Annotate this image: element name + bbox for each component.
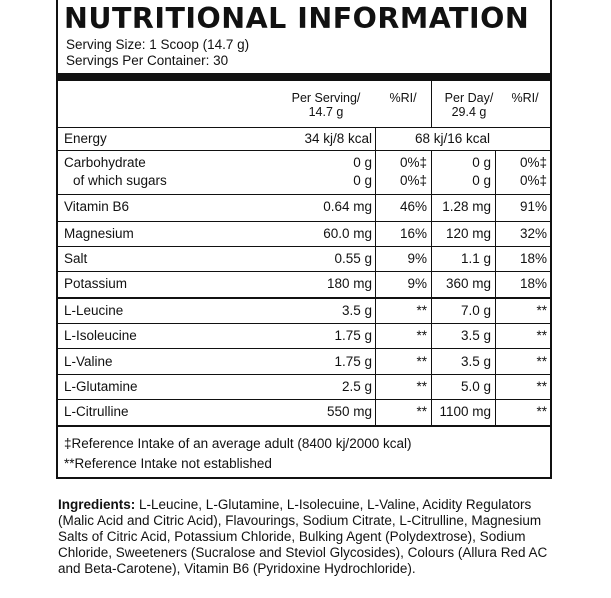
ri-value: ** [416,328,427,343]
ri-value: ** [536,379,547,394]
ri-value: 0%‡ [519,173,547,188]
ri-value: 16% [399,226,427,241]
column-divider [431,81,432,127]
nutrient-name: L-Valine [64,354,113,369]
per-serving-value: 180 mg [326,276,372,291]
per-serving-value: 0 g [353,155,372,170]
panel-title: NUTRITIONAL INFORMATION [64,2,530,35]
row-divider [58,194,550,195]
per-serving-value: 0.55 g [334,251,372,266]
header-per-day-line1: Per Day/ [444,91,494,105]
ri-value: 18% [519,251,547,266]
per-day-value: 3.5 g [460,354,491,369]
thick-divider [58,73,550,81]
energy-label: Energy [64,131,107,146]
per-day-value: 1.1 g [460,251,491,266]
ri-value: 91% [519,199,547,214]
per-day-value: 120 mg [445,226,491,241]
nutrient-name: Carbohydrate [64,155,146,170]
per-day-value: 0 g [472,155,491,170]
nutrient-name: Potassium [64,276,128,291]
nutrient-name: of which sugars [73,173,167,188]
nutrient-name: L-Isoleucine [64,328,137,343]
ri-value: 9% [407,251,427,266]
row-divider [58,399,550,400]
column-divider [431,150,432,425]
nutrient-name: L-Glutamine [64,379,138,394]
ingredients-text: L-Leucine, L-Glutamine, L-Isolecuine, L-Valine, Acidity Regulators (Malic Acid and Citric Acid), Flavourings, Sodium Citrate, L-Citrulline, Magnesium Salts of Citric Acid, Potassium Chloride, Bulking Agent (Polydextrose), Sodium Chloride, Sweeteners (Sucralose and Steviol Glycosides), Colours (Allura Red AC and Beta-Carotene), Vitamin B6 (Pyridoxine Hydrochloride). [58,497,548,576]
header-per-day-line2: 29.4 g [451,105,487,119]
ri-value: ** [416,303,427,318]
row-divider [58,150,550,151]
row-divider [58,323,550,324]
serving-size: Serving Size: 1 Scoop (14.7 g) [66,37,250,52]
ri-value: ** [416,404,427,419]
ri-value: 18% [519,276,547,291]
column-divider [375,127,376,425]
section-divider [58,425,550,427]
ri-value: 32% [519,226,547,241]
header-per-serving-line2: 14.7 g [308,105,344,119]
row-divider [58,271,550,272]
per-serving-value: 1.75 g [334,328,372,343]
ingredients-label: Ingredients: [58,497,136,512]
footnote-not-established: **Reference Intake not established [64,456,272,471]
header-ri-1: %RI/ [389,91,417,105]
header-per-serving-line1: Per Serving/ [291,91,361,105]
energy-per-serving: 34 kj/8 kcal [304,131,372,146]
nutrient-name: L-Citrulline [64,404,129,419]
ri-value: 46% [399,199,427,214]
ri-value: 0%‡ [399,155,427,170]
column-divider [495,150,496,425]
header-ri-2: %RI/ [511,91,539,105]
per-serving-value: 1.75 g [334,354,372,369]
footnote-ri: ‡Reference Intake of an average adult (8400 kj/2000 kcal) [64,436,412,451]
per-day-value: 5.0 g [460,379,491,394]
per-serving-value: 0.64 mg [323,199,372,214]
per-serving-value: 0 g [353,173,372,188]
per-serving-value: 550 mg [326,404,372,419]
energy-per-day: 68 kj/16 kcal [414,131,490,146]
per-serving-value: 2.5 g [341,379,372,394]
per-day-value: 1.28 mg [442,199,491,214]
header-per-day [434,91,504,119]
ri-value: ** [536,354,547,369]
ri-value: ** [536,328,547,343]
row-divider [58,348,550,349]
header-per-serving [264,91,388,119]
row-divider [58,374,550,375]
per-serving-value: 60.0 mg [323,226,372,241]
ri-value: 9% [407,276,427,291]
row-divider [58,246,550,247]
per-serving-value: 3.5 g [341,303,372,318]
nutrient-name: Salt [64,251,88,266]
ingredients-block [58,497,558,577]
ri-value: 0%‡ [399,173,427,188]
nutrient-name: Magnesium [64,226,134,241]
per-day-value: 3.5 g [460,328,491,343]
section-divider [58,297,550,299]
ri-value: ** [416,379,427,394]
nutrient-name: Vitamin B6 [64,199,130,214]
nutrition-panel [56,0,552,479]
ri-value: ** [536,404,547,419]
per-day-value: 0 g [472,173,491,188]
ri-value: ** [416,354,427,369]
ri-value: ** [536,303,547,318]
nutrient-name: L-Leucine [64,303,124,318]
servings-per-container: Servings Per Container: 30 [66,53,229,68]
ri-value: 0%‡ [519,155,547,170]
row-divider [58,221,550,222]
per-day-value: 360 mg [445,276,491,291]
row-divider [58,127,550,128]
per-day-value: 1100 mg [439,404,491,419]
per-day-value: 7.0 g [460,303,491,318]
